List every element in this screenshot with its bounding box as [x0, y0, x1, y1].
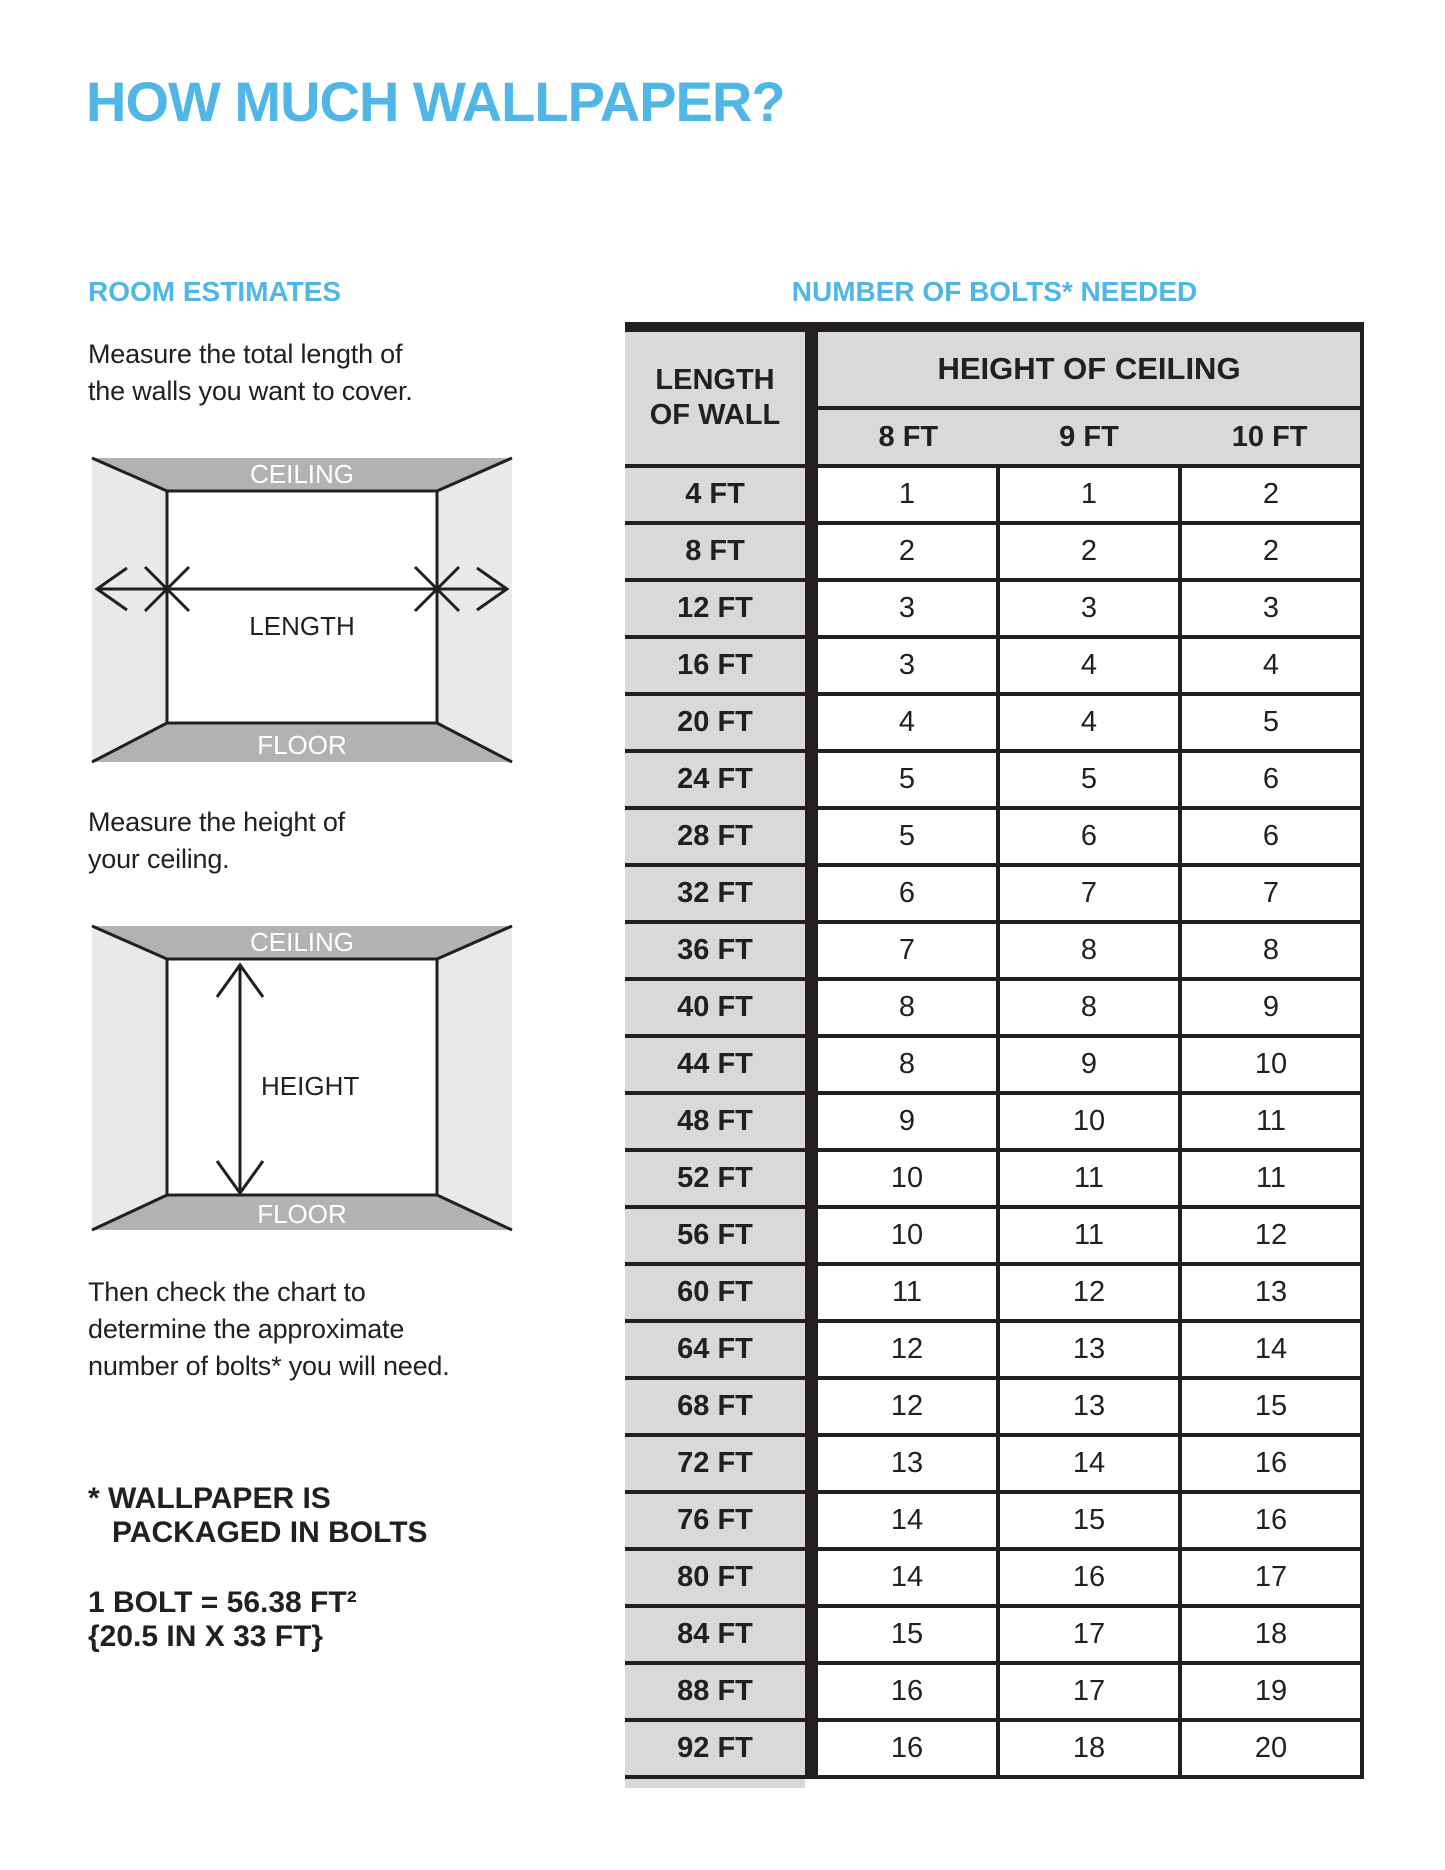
- row-label: 72 FT: [625, 1437, 805, 1490]
- row-label: 52 FT: [625, 1152, 805, 1205]
- table-cell: 16: [1000, 1551, 1178, 1604]
- room-estimates-heading: ROOM ESTIMATES: [88, 276, 342, 307]
- table-cell: 10: [1182, 1038, 1360, 1091]
- table-row-labels: [625, 332, 805, 1779]
- instruction-length-line2: the walls you want to cover.: [88, 376, 413, 406]
- row-label: 64 FT: [625, 1323, 805, 1376]
- bolt-footnote-line1: * WALLPAPER IS: [88, 1482, 331, 1515]
- table-cell: 20: [1182, 1722, 1360, 1775]
- table-cell: 2: [818, 525, 996, 578]
- table-cell: 14: [818, 1551, 996, 1604]
- column-header-10ft: 10 FT: [1231, 420, 1308, 453]
- table-cell: 5: [818, 810, 996, 863]
- row-label: 68 FT: [625, 1380, 805, 1433]
- table-cell: 9: [818, 1095, 996, 1148]
- row-label: 36 FT: [625, 924, 805, 977]
- table-cell: 7: [1182, 867, 1360, 920]
- table-cell: 17: [1000, 1665, 1178, 1718]
- table-cell: 16: [1182, 1494, 1360, 1547]
- table-label-column-tail: [625, 1779, 805, 1788]
- length-label: LENGTH: [249, 611, 355, 641]
- table-cell: 4: [818, 696, 996, 749]
- row-label: 8 FT: [625, 525, 805, 578]
- length-of-wall-header: [625, 332, 805, 464]
- row-label: 40 FT: [625, 981, 805, 1034]
- table-cell: 3: [1182, 582, 1360, 635]
- table-value-grid: [818, 468, 1360, 1775]
- table-cell: 12: [1000, 1266, 1178, 1319]
- instruction-height-line2: your ceiling.: [88, 844, 230, 874]
- left-wall-surface: [92, 926, 167, 1230]
- table-cell: 5: [818, 753, 996, 806]
- table-cell: 8: [818, 981, 996, 1034]
- table-cell: 8: [1000, 924, 1178, 977]
- table-cell: 8: [818, 1038, 996, 1091]
- table-cell: 12: [818, 1380, 996, 1433]
- table-vertical-divider: [805, 332, 818, 1779]
- table-cell: 13: [1000, 1380, 1178, 1433]
- left-wall-surface: [92, 458, 167, 762]
- table-cell: 15: [1182, 1380, 1360, 1433]
- row-label: 16 FT: [625, 639, 805, 692]
- row-label: 56 FT: [625, 1209, 805, 1262]
- table-cell: 4: [1000, 639, 1178, 692]
- instruction-length-line1: Measure the total length of: [88, 339, 403, 369]
- table-cell: 17: [1000, 1608, 1178, 1661]
- bolts-table: [625, 322, 1364, 1788]
- table-cell: 8: [1000, 981, 1178, 1034]
- length-of-wall-line1: LENGTH: [655, 364, 775, 396]
- right-wall-surface: [437, 458, 512, 762]
- table-cell: 13: [1000, 1323, 1178, 1376]
- table-cell: 13: [818, 1437, 996, 1490]
- table-cell: 3: [818, 639, 996, 692]
- column-header-9ft: 9 FT: [1059, 420, 1119, 453]
- bolts-needed-heading: NUMBER OF BOLTS* NEEDED: [791, 276, 1198, 307]
- table-cell: 6: [1000, 810, 1178, 863]
- table-cell: 11: [1000, 1209, 1178, 1262]
- instruction-chart-line3: number of bolts* you will need.: [88, 1351, 450, 1381]
- row-label: 24 FT: [625, 753, 805, 806]
- row-label: 48 FT: [625, 1095, 805, 1148]
- row-label: 44 FT: [625, 1038, 805, 1091]
- instruction-height-line1: Measure the height of: [88, 807, 345, 837]
- ceiling-label: CEILING: [249, 927, 355, 957]
- table-cell: 18: [1000, 1722, 1178, 1775]
- table-cell: 9: [1182, 981, 1360, 1034]
- table-cell: 5: [1000, 753, 1178, 806]
- instruction-chart-line2: determine the approximate: [88, 1314, 405, 1344]
- column-header-8ft: 8 FT: [878, 420, 939, 453]
- bolt-footnote-line2: PACKAGED IN BOLTS: [112, 1516, 428, 1549]
- row-label: 12 FT: [625, 582, 805, 635]
- floor-label: FLOOR: [257, 730, 347, 760]
- table-cell: 15: [1000, 1494, 1178, 1547]
- length-of-wall-line2: OF WALL: [649, 399, 781, 431]
- table-cell: 18: [1182, 1608, 1360, 1661]
- table-cell: 2: [1000, 525, 1178, 578]
- row-label: 32 FT: [625, 867, 805, 920]
- table-data-area: [818, 332, 1364, 1779]
- table-cell: 3: [818, 582, 996, 635]
- ceiling-height-column-headers: [818, 410, 1360, 464]
- table-cell: 5: [1182, 696, 1360, 749]
- table-cell: 11: [818, 1266, 996, 1319]
- table-cell: 1: [818, 468, 996, 521]
- row-label: 76 FT: [625, 1494, 805, 1547]
- table-cell: 12: [818, 1323, 996, 1376]
- instruction-length: [88, 336, 413, 410]
- room-length-diagram: [85, 451, 519, 769]
- floor-label: FLOOR: [257, 1199, 347, 1229]
- table-cell: 4: [1000, 696, 1178, 749]
- table-cell: 2: [1182, 525, 1360, 578]
- table-cell: 10: [1000, 1095, 1178, 1148]
- table-cell: 3: [1000, 582, 1178, 635]
- row-label: 88 FT: [625, 1665, 805, 1718]
- table-cell: 1: [1000, 468, 1178, 521]
- table-cell: 6: [1182, 810, 1360, 863]
- instruction-height: [88, 804, 345, 878]
- ceiling-label: CEILING: [249, 459, 355, 489]
- page-title: HOW MUCH WALLPAPER?: [86, 70, 785, 133]
- row-label: 28 FT: [625, 810, 805, 863]
- bolt-footnote: [88, 1482, 428, 1550]
- table-cell: 16: [818, 1722, 996, 1775]
- table-cell: 6: [1182, 753, 1360, 806]
- row-label: 84 FT: [625, 1608, 805, 1661]
- bolt-size-line1: 1 BOLT = 56.38 FT²: [88, 1586, 357, 1619]
- table-cell: 2: [1182, 468, 1360, 521]
- right-wall-surface: [437, 926, 512, 1230]
- bolt-size-info: [88, 1586, 357, 1654]
- height-label: HEIGHT: [261, 1071, 360, 1101]
- table-cell: 11: [1000, 1152, 1178, 1205]
- table-cell: 19: [1182, 1665, 1360, 1718]
- table-cell: 8: [1182, 924, 1360, 977]
- table-cell: 11: [1182, 1095, 1360, 1148]
- row-label: 92 FT: [625, 1722, 805, 1775]
- table-cell: 14: [1000, 1437, 1178, 1490]
- table-cell: 4: [1182, 639, 1360, 692]
- table-cell: 13: [1182, 1266, 1360, 1319]
- bolt-size-line2: {20.5 IN X 33 FT}: [88, 1620, 324, 1653]
- row-label: 4 FT: [625, 468, 805, 521]
- table-cell: 9: [1000, 1038, 1178, 1091]
- table-cell: 17: [1182, 1551, 1360, 1604]
- instruction-chart: [88, 1274, 450, 1385]
- row-label: 80 FT: [625, 1551, 805, 1604]
- table-cell: 10: [818, 1209, 996, 1262]
- instruction-chart-line1: Then check the chart to: [88, 1277, 366, 1307]
- table-cell: 7: [1000, 867, 1178, 920]
- row-label: 60 FT: [625, 1266, 805, 1319]
- table-cell: 12: [1182, 1209, 1360, 1262]
- table-cell: 16: [1182, 1437, 1360, 1490]
- table-cell: 6: [818, 867, 996, 920]
- row-label: 20 FT: [625, 696, 805, 749]
- table-cell: 10: [818, 1152, 996, 1205]
- back-wall: [167, 491, 437, 723]
- table-cell: 14: [1182, 1323, 1360, 1376]
- table-cell: 14: [818, 1494, 996, 1547]
- table-cell: 11: [1182, 1152, 1360, 1205]
- ceiling-height-diagram: [85, 919, 519, 1237]
- table-top-border: [625, 322, 1364, 332]
- table-cell: 7: [818, 924, 996, 977]
- height-of-ceiling-header: HEIGHT OF CEILING: [818, 332, 1360, 406]
- table-cell: 15: [818, 1608, 996, 1661]
- table-cell: 16: [818, 1665, 996, 1718]
